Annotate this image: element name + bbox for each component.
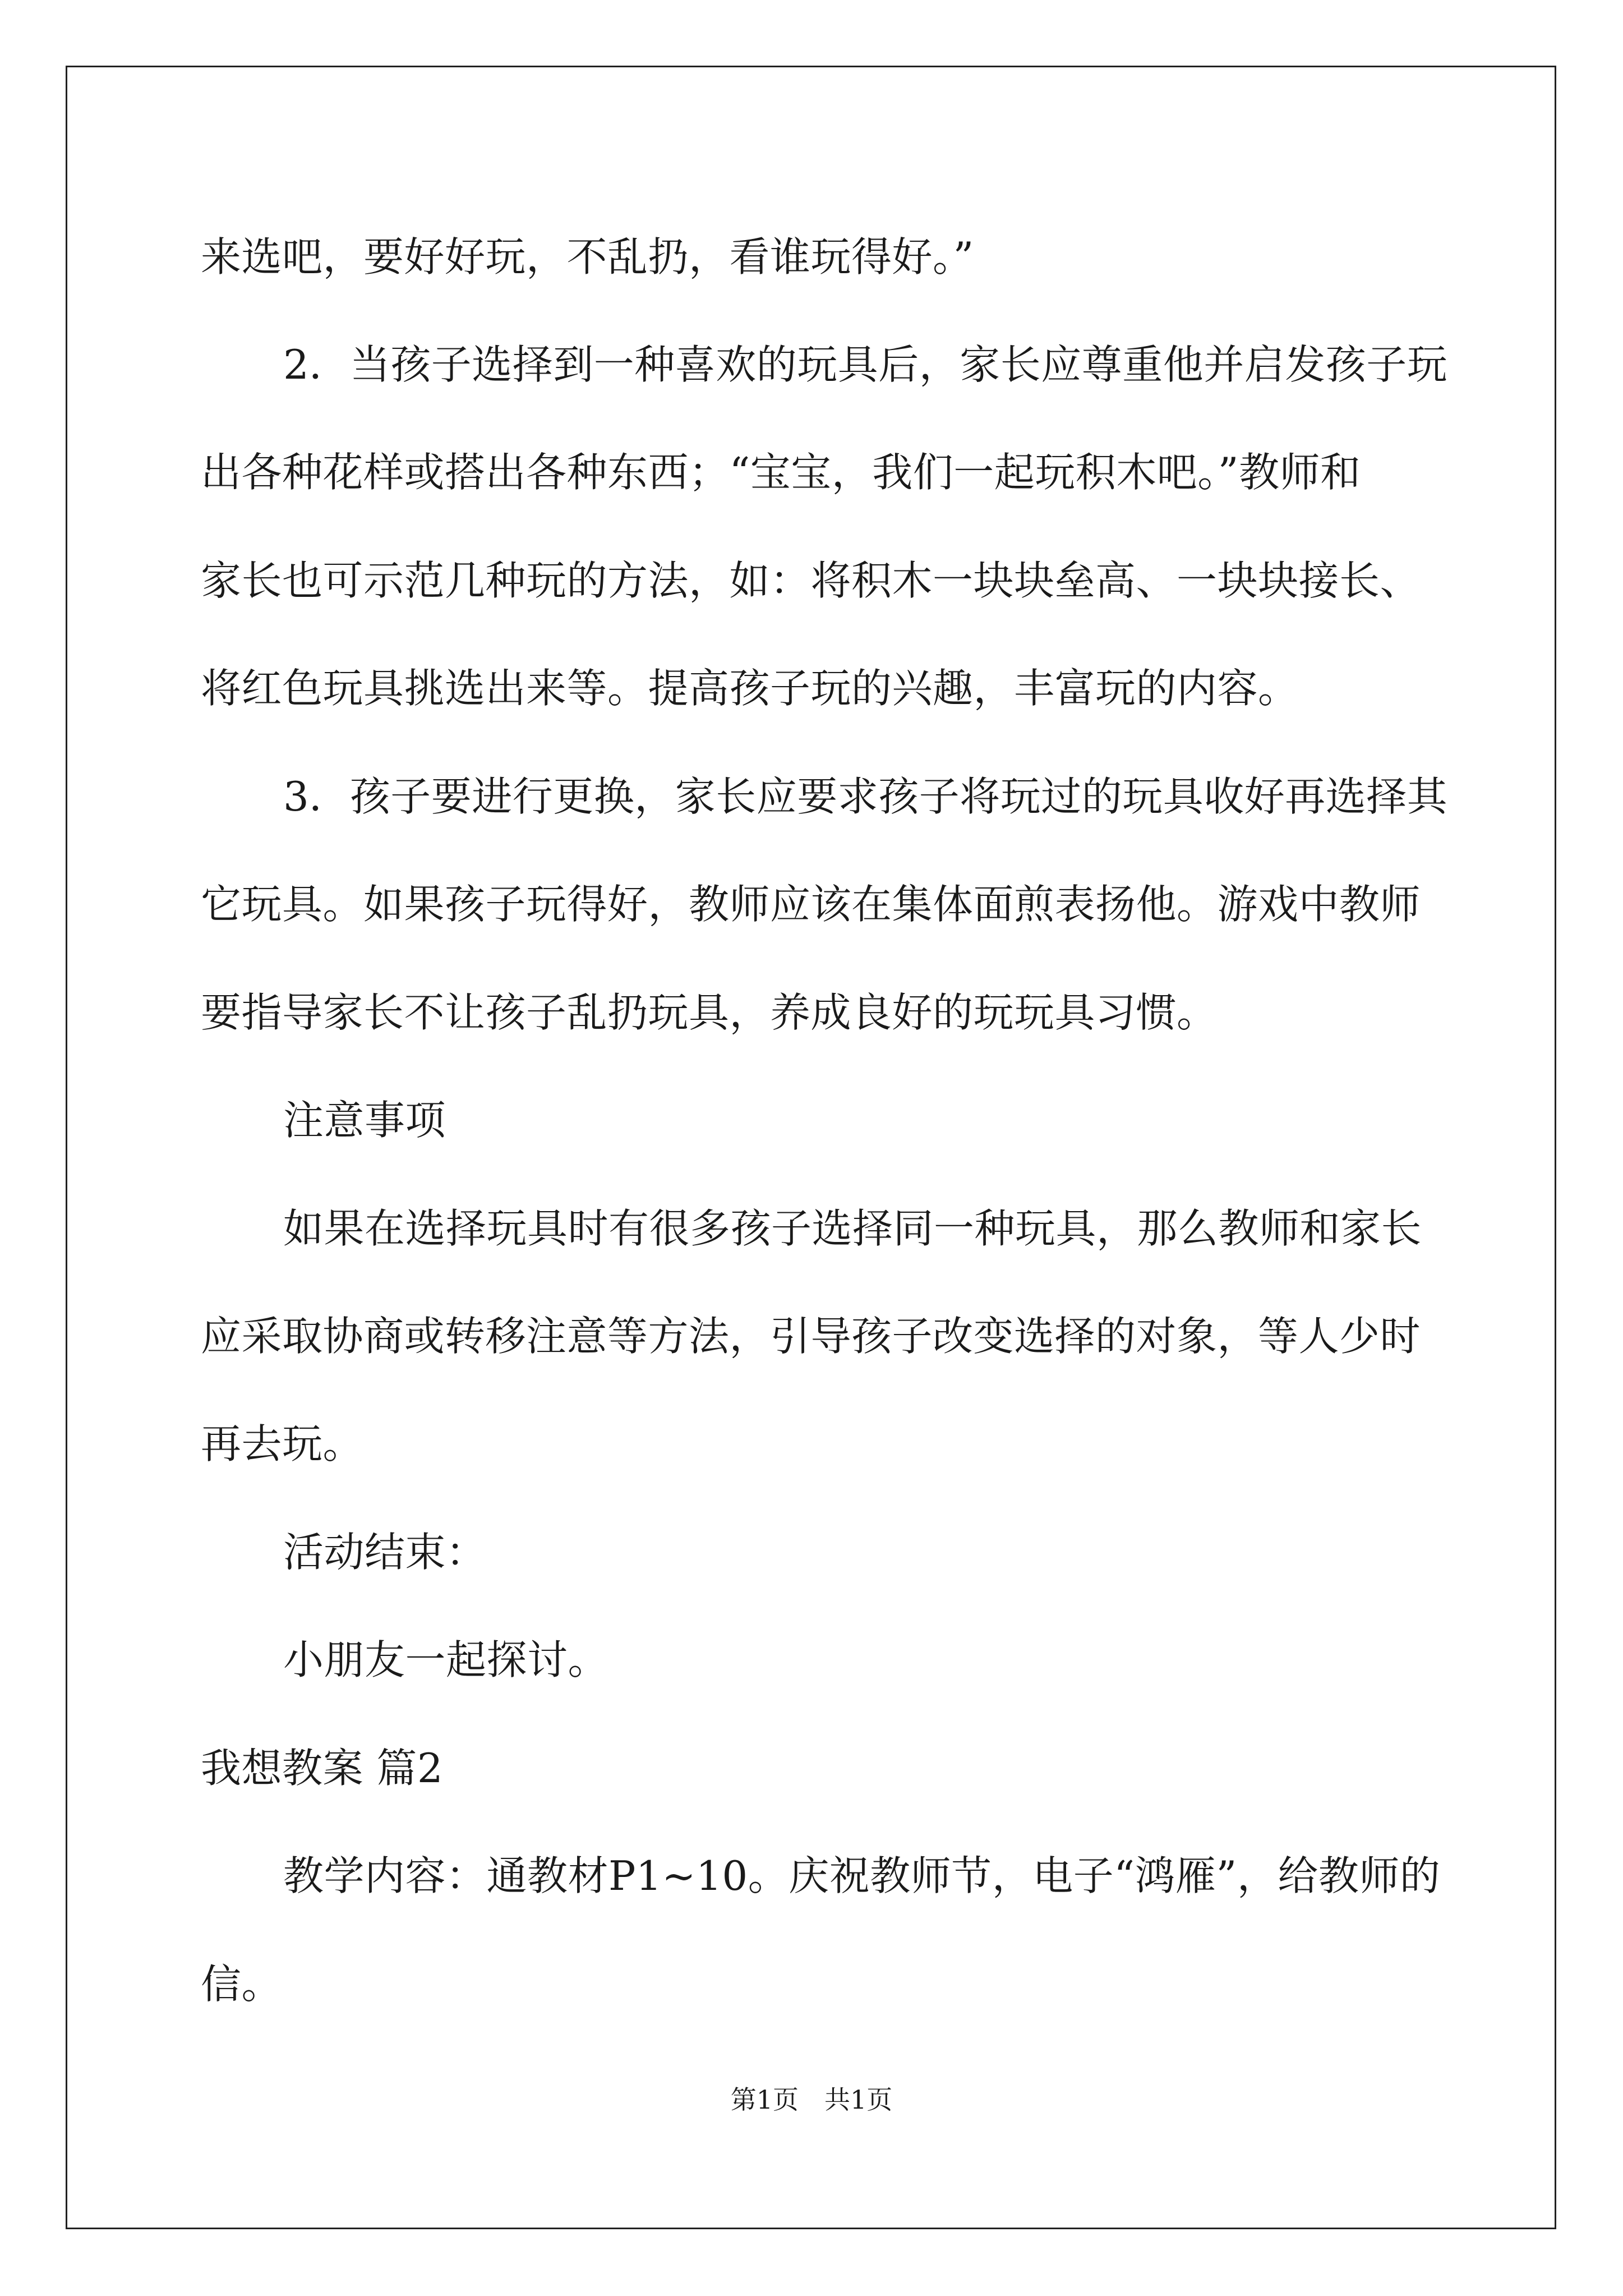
text-line-5: 将红色玩具挑选出来等。提高孩子玩的兴趣，丰富玩的内容。 (201, 665, 1299, 712)
text-line-12: 再去玩。 (201, 1420, 364, 1467)
section-heading-activity-end: 活动结束： (283, 1529, 487, 1576)
text-line-1: 来选吧，要好好玩，不乱扔，看谁玩得好。” (201, 233, 974, 280)
text-line-14: 小朋友一起探讨。 (283, 1636, 609, 1683)
page-number-footer: 第1页 共1页 (730, 2085, 893, 2115)
text-line-11: 应采取协商或转移注意等方法，引导孩子改变选择的对象，等人少时 (201, 1313, 1421, 1360)
text-line-8: 要指导家长不让孩子乱扔玩具，养成良好的玩玩具习惯。 (201, 989, 1218, 1036)
text-line-6: 3．孩子要进行更换，家长应要求孩子将玩过的玩具收好再选择其 (283, 773, 1448, 820)
section-heading-notes: 注意事项 (283, 1097, 446, 1144)
text-line-16: 教学内容：通教材P1~10。庆祝教师节，电子“鸿雁”，给教师的 (283, 1852, 1441, 1899)
text-line-4: 家长也可示范几种玩的方法，如：将积木一块块垒高、一块块接长、 (201, 557, 1421, 604)
section-title-lesson-2: 我想教案 篇2 (201, 1745, 444, 1792)
text-line-17: 信。 (201, 1961, 283, 2008)
text-line-2: 2．当孩子选择到一种喜欢的玩具后，家长应尊重他并启发孩子玩 (283, 341, 1448, 388)
page-frame (66, 66, 1556, 2229)
text-line-10: 如果在选择玩具时有很多孩子选择同一种玩具，那么教师和家长 (283, 1205, 1422, 1252)
text-line-3: 出各种花样或搭出各种东西；“宝宝，我们一起玩积木吧。”教师和 (201, 449, 1361, 496)
text-line-7: 它玩具。如果孩子玩得好，教师应该在集体面煎表扬他。游戏中教师 (201, 881, 1421, 928)
